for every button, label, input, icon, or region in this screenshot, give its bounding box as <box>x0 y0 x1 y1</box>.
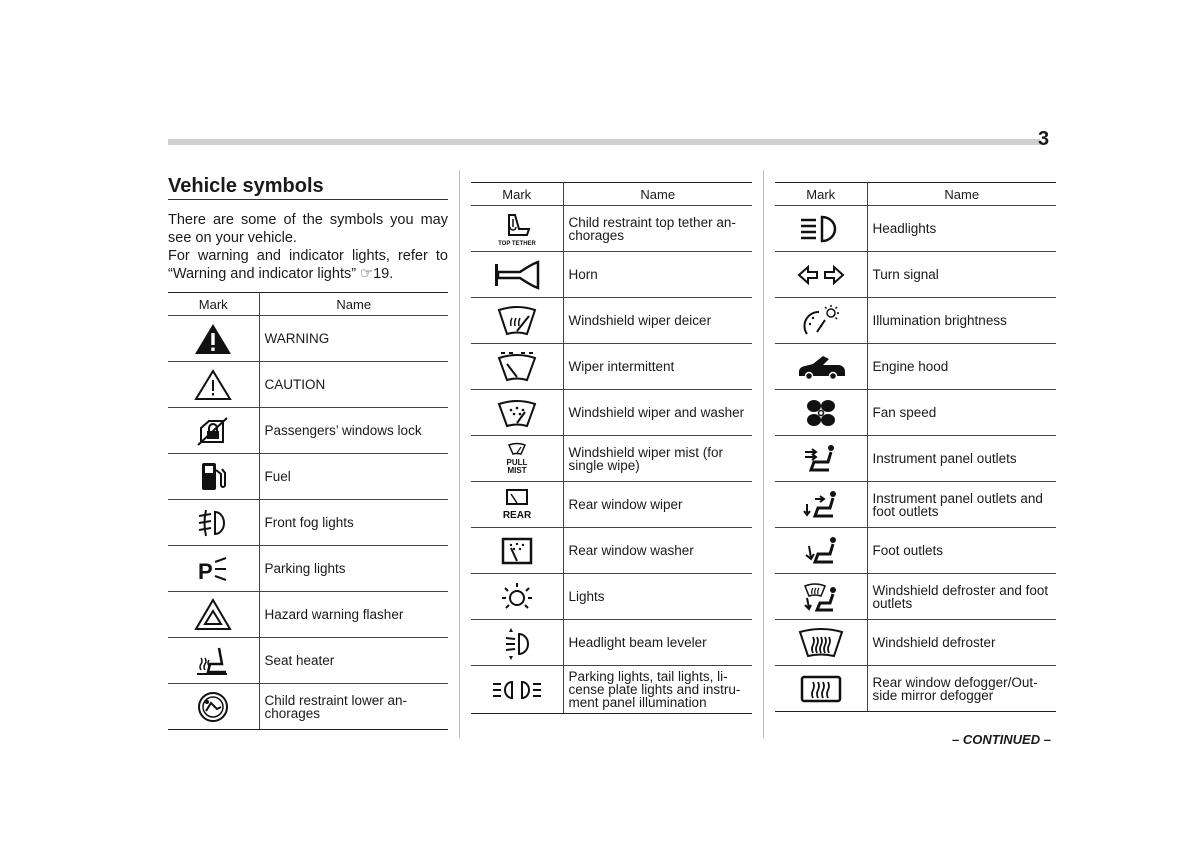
symbol-name: Wiper intermittent <box>563 344 752 390</box>
table-row <box>168 684 448 730</box>
turn-signal-icon <box>796 258 846 292</box>
table-row <box>775 528 1056 574</box>
page-number: 3 <box>1038 128 1050 150</box>
table-row <box>168 316 448 362</box>
table-row <box>168 362 448 408</box>
table-row <box>168 592 448 638</box>
table-row <box>471 482 752 528</box>
column-divider <box>459 170 460 738</box>
symbol-name: Engine hood <box>867 344 1056 390</box>
passengers-windows-lock-icon <box>193 414 233 448</box>
windshield-defroster-icon <box>796 626 846 660</box>
table-row <box>168 500 448 546</box>
table-row <box>471 298 752 344</box>
caution-icon <box>193 368 233 402</box>
rear-window-wiper-icon <box>495 486 539 524</box>
table-row <box>168 408 448 454</box>
table-row <box>471 620 752 666</box>
rear-window-washer-icon <box>495 534 539 568</box>
table-row <box>168 454 448 500</box>
panel-and-foot-outlets-icon <box>801 488 841 522</box>
table-row <box>775 574 1056 620</box>
intro-paragraph: There are some of the symbols you may see on your vehicle. <box>168 212 448 246</box>
windshield-wiper-deicer-icon <box>495 304 539 338</box>
table-row <box>471 528 752 574</box>
symbols-table-3 <box>775 182 1056 712</box>
table-row <box>471 206 752 252</box>
symbols-table-2 <box>471 182 752 714</box>
mark-header: Mark <box>775 183 867 206</box>
table-row <box>775 252 1056 298</box>
engine-hood-icon <box>795 350 847 384</box>
symbol-name: Front fog lights <box>259 500 448 546</box>
table-row <box>775 666 1056 712</box>
title-underline <box>168 199 448 200</box>
symbol-name: Windshield defroster <box>867 620 1056 666</box>
symbol-name: Rear window washer <box>563 528 752 574</box>
symbol-name: Fan speed <box>867 390 1056 436</box>
name-header: Name <box>563 183 752 206</box>
defroster-foot-icon <box>799 580 843 614</box>
table-row <box>471 390 752 436</box>
rear-label: REAR <box>502 509 531 521</box>
wiper-mist-icon <box>495 440 539 478</box>
fuel-icon <box>193 460 233 494</box>
symbol-name: Windshield wiper mist (for single wipe) <box>563 436 752 482</box>
symbol-name: WARNING <box>259 316 448 362</box>
headlights-icon <box>796 212 846 246</box>
hazard-warning-icon <box>193 598 233 632</box>
symbol-name: Seat heater <box>259 638 448 684</box>
table-row <box>471 344 752 390</box>
wiper-intermittent-icon <box>495 350 539 384</box>
header-rule <box>168 139 1040 145</box>
table-row <box>168 546 448 592</box>
column-divider <box>763 170 764 738</box>
mark-header: Mark <box>168 293 259 316</box>
parking-lights-icon <box>193 552 233 586</box>
symbol-name: Windshield wiper and washer <box>563 390 752 436</box>
rear-defogger-icon <box>796 672 846 706</box>
symbol-name: Headlights <box>867 206 1056 252</box>
seat-heater-icon <box>193 644 233 678</box>
table-row <box>471 436 752 482</box>
symbol-name: Child restraint lower an- chorages <box>259 684 448 730</box>
headlight-beam-leveler-icon <box>495 626 539 660</box>
table-row <box>775 620 1056 666</box>
symbol-name: Turn signal <box>867 252 1056 298</box>
fan-speed-icon <box>801 396 841 430</box>
section-title: Vehicle symbols <box>168 175 324 197</box>
symbol-name: Rear window defogger/Out- side mirror defogger <box>867 666 1056 712</box>
table-row <box>775 344 1056 390</box>
table-row <box>471 666 752 714</box>
table-row <box>775 298 1056 344</box>
warning-icon <box>193 322 233 356</box>
table-row <box>775 482 1056 528</box>
symbol-name: Illumination brightness <box>867 298 1056 344</box>
symbol-name: Instrument panel outlets <box>867 436 1056 482</box>
symbols-table-1 <box>168 292 448 730</box>
table-row <box>775 390 1056 436</box>
symbol-name: Headlight beam leveler <box>563 620 752 666</box>
symbol-name: Instrument panel outlets and foot outlets <box>867 482 1056 528</box>
name-header: Name <box>867 183 1056 206</box>
foot-outlets-icon <box>801 534 841 568</box>
table-row <box>775 206 1056 252</box>
table-row <box>471 574 752 620</box>
symbol-name: Lights <box>563 574 752 620</box>
lights-icon <box>495 580 539 614</box>
child-restraint-top-tether-icon <box>495 210 539 248</box>
symbol-name: Windshield wiper deicer <box>563 298 752 344</box>
svg-text:P: P <box>198 558 213 584</box>
symbol-name: Hazard warning flasher <box>259 592 448 638</box>
symbol-name: Passengers’ windows lock <box>259 408 448 454</box>
intro-reference: For warning and indicator lights, refer to “Warning and indicator lights” ☞19. <box>168 248 448 282</box>
symbol-name: Windshield defroster and foot outlets <box>867 574 1056 620</box>
continued-label: – CONTINUED – <box>952 732 1051 747</box>
table-row <box>168 638 448 684</box>
symbol-name: Child restraint top tether an- chorages <box>563 206 752 252</box>
top-tether-label: TOP TETHER <box>497 240 536 247</box>
illumination-brightness-icon <box>799 304 843 338</box>
symbol-name: Horn <box>563 252 752 298</box>
front-fog-lights-icon <box>193 506 233 540</box>
windshield-wiper-washer-icon <box>495 396 539 430</box>
table-row <box>775 436 1056 482</box>
symbol-name: CAUTION <box>259 362 448 408</box>
symbol-name: Parking lights, tail lights, li- cense plate lights and instru- ment panel illumination <box>563 666 752 714</box>
pull-label: PULL <box>506 457 528 467</box>
mark-header: Mark <box>471 183 563 206</box>
instrument-panel-outlets-icon <box>801 442 841 476</box>
table-row <box>471 252 752 298</box>
symbol-name: Fuel <box>259 454 448 500</box>
name-header: Name <box>259 293 448 316</box>
symbol-name: Foot outlets <box>867 528 1056 574</box>
symbol-name: Parking lights <box>259 546 448 592</box>
child-restraint-lower-anchorage-icon <box>193 690 233 724</box>
horn-icon <box>492 258 542 292</box>
mist-label: MIST <box>507 465 527 475</box>
parking-tail-lights-icon <box>490 673 544 707</box>
symbol-name: Rear window wiper <box>563 482 752 528</box>
